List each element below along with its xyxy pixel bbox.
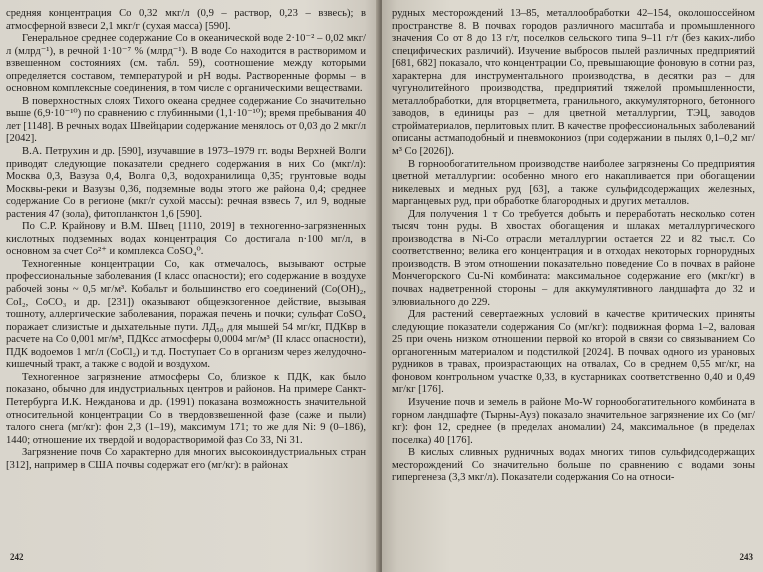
paragraph: В.А. Петрухин и др. [590], изучавшие в 1973–1979 гг. воды Верхней Волги приводят следующие показатели среднего содержания в них Co (мкг/л): Москва 0,3, Вазуза 0,4, Волга 0,3, водохранилища 0,35; грунтовые воды Москвы-реки и Вазузы 0,36, подземные воды этого же района 0,4; среднее содержание Co в регионе (мкг/г сухой массы): речная взвесь 7, ил 9, водные растения 47 (зола), фитопланктон 1,6 [590]. — [6, 146, 366, 220]
paragraph: В поверхностных слоях Тихого океана среднее содержание Co значительно выше (6,9·10⁻¹⁰) по сравнению с глубинными (1,1·10⁻¹⁰); время пребывания 40 лет [1148]. В речных водах Швейцарии содержание менялось от 0,03 до 2 мкг/л [2042]. — [6, 95, 366, 145]
page-number: 242 — [10, 552, 24, 562]
paragraph: средняя концентрация Co 0,32 мкг/л (0,9 – раствор, 0,23 – взвесь); в атмосферной взвеси 2,1 мкг/г (сухая масса) [590]. — [6, 8, 366, 32]
paragraph: Для получения 1 т Co требуется добыть и переработать несколько сотен тысяч тонн руды. В хвостах обогащения и шлаках металлургического производства в Ni-Co отрасли металлургии остается 22 и 82 тыс.т. Co соответственно; велика его концентрация и в отходах некоторых горнорудных производств. В этом отношении показательно поведение Co в почвах в районе Мончегорского Cu-Ni комбината: максимальное содержание его (мкг/кг) в почвах надветренной стороны – для аккумулятивного ландшафта до 32 и элювиального до 229. — [392, 208, 755, 308]
paragraph: Генеральное среднее содержание Co в океанической воде 2·10⁻² – 0,02 мкг/л (млрд⁻¹), в речной 1·10⁻⁷ % (млрд⁻¹). В воде Co находится в растворимом и взвешенном состояниях (см. табл. 59), соотношение между которыми определяется составом, температурой и pH воды. Растворенные формы – в основном комплексные соединения, в том числе с органическими веществами. — [6, 33, 366, 95]
paragraph: Для растений севертаежных условий в качестве критических приняты следующие показатели содержания Co (мг/кг): подвижная форма 1–2, валовая 25 при очень низком отношении первой ко второй в связи со связыванием Co органогенным материалом и подстилкой [2024]. В почвах одного из урановых рудников в травах, произрастающих на отвалах, Co в среднем 0,55 мг/кг, на фоновом контрольном участке 0,33, в кустарниках соответственно 0,40 и 0,49 мг/кг [176]. — [392, 309, 755, 396]
paragraph: В горнообогатительном производстве наиболее загрязнены Co предприятия цветной металлургии: особенно много его накапливается при обогащении никелевых и медных руд [63], а также сульфидсодержащих железных, марганцевых руд, при обработке благородных и других металлов. — [392, 158, 755, 208]
paragraph: По С.Р. Крайнову и В.М. Швец [1110, 2019] в техногенно-загрязненных кислотных подземных водах концентрация Co достигала n·100 мг/л, в основном за счет Co²⁺ и комплекса CoSO₄⁰. — [6, 221, 366, 258]
paragraph: В кислых сливных рудничных водах многих типов сульфидсодержащих месторождений Co значительно больше по сравнению с водами зоны гипергенеза (3,3 мкг/л). Показатели содержания Co на относи- — [392, 447, 755, 484]
paragraph: Изучение почв и земель в районе Mo-W горнообогатительного комбината в горном ландшафте (Тырны-Ауз) показало значительное загрязнение их Co (мг/кг): фон 12, среднее (в пределах аномалии) 24, максимальное (в пределах поселка) 40 [176]. — [392, 396, 755, 446]
paragraph: Загрязнение почв Co характерно для многих высокоиндустриальных стран [312], например в США почвы содержат его (мг/кг): в районах — [6, 447, 366, 471]
paragraph: Техногенные концентрации Co, как отмечалось, вызывают острые профессиональные заболевания (I класс опасности); его содержание в воздухе рабочей зоны ~ 0,5 мг/м³. Кобальт и большинство его соединений (Co(OH)₂, CoI₂, CoCO₃ и др. [231]) оказывают общеэкзогенное действие, вызывая тошноту, аллергические заболевания, поражая печень и почки; сульфат CoSO₄ поражает слизистые и дыхательные пути. ЛД₅₀ для мышей 54 мг/кг, ПДКвр в расчете на Co 0,001 мг/м³, ПДКсс атмосферы 0,0004 мг/м³ (II класс опасности), ПДК водоемов 1 мг/л (CoCl₂) и т.д. Поступает Co в организм через желудочно-кишечный тракт, а также с водой и воздухом. — [6, 258, 366, 371]
left-page — [0, 0, 380, 572]
paragraph: Техногенное загрязнение атмосферы Co, близкое к ПДК, как было показано, обычно для индустриальных центров и районов. На примере Санкт-Петербурга И.К. Нежданова и др. (1991) показана возможность значительной относительной концентрации Co в твердовзвешенной фазе (саже и пыли) талого снега (мг/кг): фон 2,3 (1–19), максимум 171; то же для Ni: 9 (0–186), 1440; отношение их твердой и водорастворимой фаз Co 33, Ni 31. — [6, 371, 366, 446]
paragraph: рудных месторождений 13–85, металлообработки 42–154, околошоссейном пространстве 8. В почвах городов различного масштаба и промышленного значения Co от 8 до 13 г/т, поселков сельского типа 9–11 г/т (без каких-либо специфических различий). Изучение выбросов пылей различных предприятий [681, 682] показало, что концентрации Co, превышающие фоновую в сотни раз, характерна для инструментального производства, в десятки раз – для чугунолитейного производства, предприятий тяжелой промышленности, металлобработки, для вторцветмета, гранильного, аккумуляторного, бетонного заводов, в единицы раз – для цветной металлургии, ТЭЦ, заводов стройматериалов, перлитовых плит. В качестве профессиональных заболеваний описаны астмаподобный и пневмокониоз (при содержании в пылях 0,1–0,2 мг/м³ Co [2026]). — [392, 8, 755, 158]
page-number: 243 — [739, 552, 753, 562]
right-page — [382, 0, 763, 572]
